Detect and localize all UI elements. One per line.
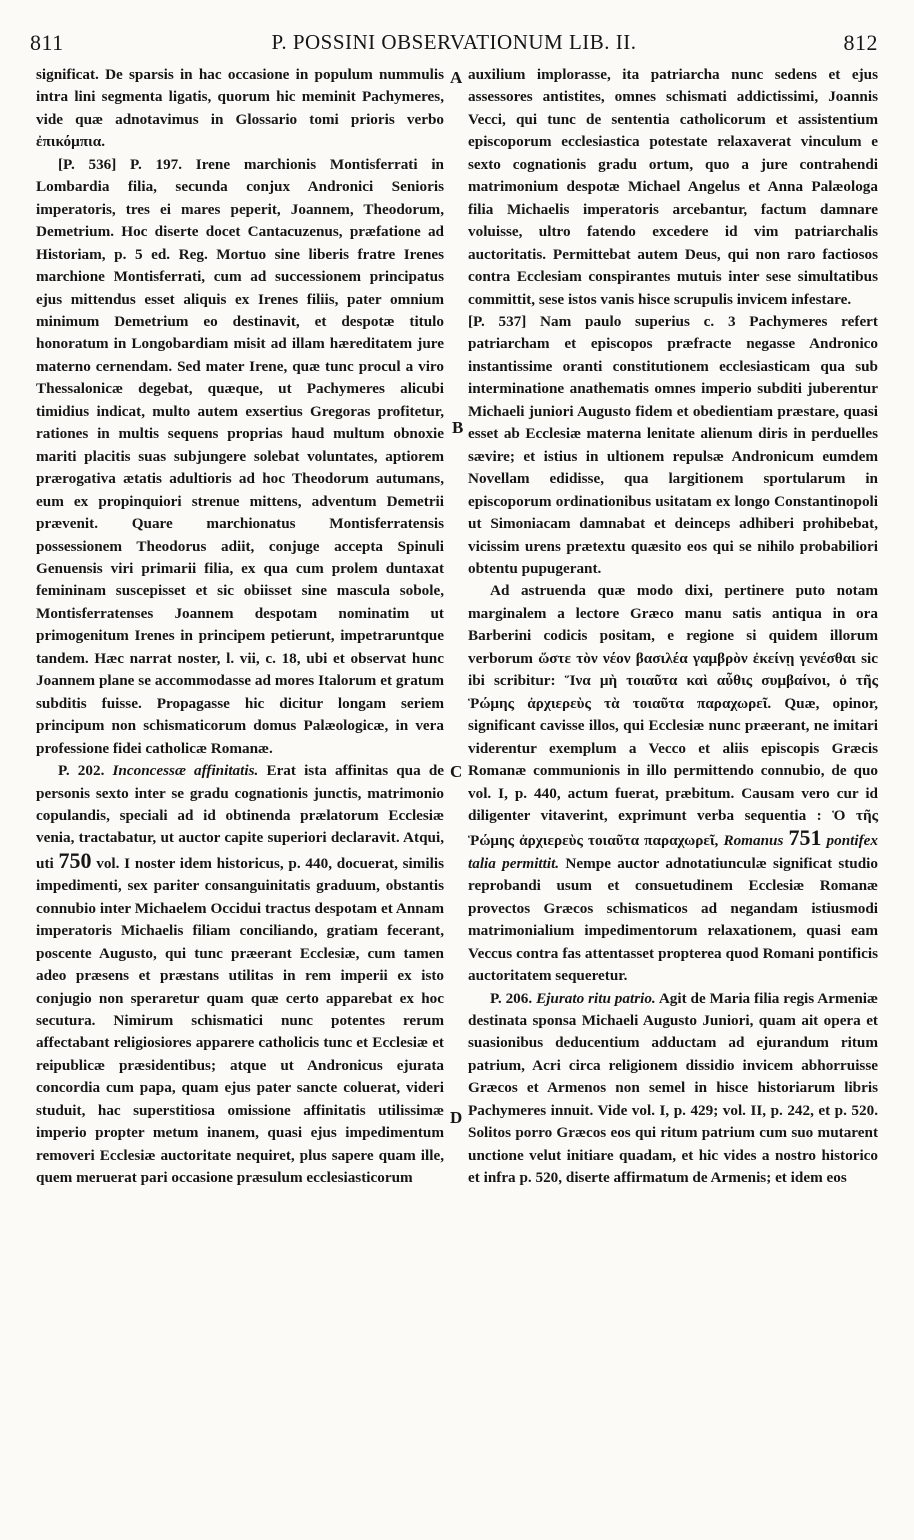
running-title: P. POSSINI OBSERVATIONUM LIB. II.: [271, 30, 637, 54]
margin-letter-b: B: [452, 418, 464, 437]
left-paragraph-3: [36, 760, 444, 1190]
note-text: Agit de Maria filia regis Armeniæ destinata sponsa Michaeli Augusto Juniori, quam ait opera et suasionibus deducentium adductam ad ejurandum ritum patrium, Acri circa religionem dissidio invicem abhorruisse Græcos et Armenos non semel in hisce historiarum libris Pachymeres innuit. Vide vol. I, p. 429; vol. II, p. 242, et p. 520. Solitos porro Græcos eos qui ritum patrium cum suo mutarent unctione velut initiare quadam, et hic vides a nostro historico et infra p. 520, diserte affirmatum de Armenis; et idem eos: [468, 989, 878, 1187]
right-column: [468, 64, 878, 1190]
note-label: P. 206.: [490, 989, 533, 1007]
note-title: Ejurato ritu patrio.: [536, 989, 656, 1007]
right-paragraph-3: [468, 580, 878, 987]
left-column: [36, 64, 444, 1190]
translation-label: Romanus: [723, 832, 784, 850]
left-paragraph-2: [P. 536] P. 197. Irene marchionis Montisferrati in Lombardia filia, secunda conjux Andronici Senioris imperatoris, tres ei mares peperit, Joannem, Theodorum, Demetrium. Hoc diserte docet Cantacuzenus, præfatione ad Historiam, p. 5 ed. Reg. Mortuo sine liberis fratre Irenes marchione Montisferrati, cum ad successionem principatus ejus mittendus esset aliquis ex Irenes filiis, pater omnium minimum Demetrium eo destinavit, et despotæ titulo honoratum in Longobardiam misit ad illam hæreditatem jure materno cernendam. Sed mater Irene, quæ tunc procul a viro Thessalonicæ degebat, quæque, ut Pachymeres alicubi timidius indicat, multo autem exsertius Gregoras profitetur, rationes in multis sequens proprias haud multum obnoxie mariti placitis suas subjungere solebat voluntates, aptiorem prærogativa ætatis adultioris ad hoc Theodorum autumans, eum ex propinquiori strenue mittens, adventum Demetrii prævenit. Quare marchionatus Montisferratensis possessionem Theodorus adiit, conjuge accepta Spinuli Genuensis viri primarii filia, ex qua cum prolem duntaxat femininam suscepisset et sic obiisset sine mascula sobole, Montisferratenses Joannem despotam nominatim ut primogenitum Irenes in principem petierunt, impetraruntque tandem. Hæc narrat noster, l. vii, c. 18, ubi et observat hunc Joannem plane se accommodasse ad mores Italorum et gratum subditis fuisse. Propagasse hic dicitur longam seriem principum non schismaticorum domus Palæologicæ, in vera professione fidei catholicæ Romanæ.: [36, 155, 444, 757]
left-paragraph-1: significat. De sparsis in hac occasione in populum nummulis intra lini segmenta ligatis, quorum hic meminit Pachymeres, vide quæ adnotavimus in Glossario tomi prioris verbo ἐπικόμπια.: [36, 66, 444, 151]
page-number-left: 811: [30, 30, 64, 55]
note-text-continued: vol. I noster idem historicus, p. 440, docuerat, similis impedimenti, sex pariter consanguinitatis graduum, obstantis connubio inter Michaelem Occidui tractus despotam et Annam imperatoris Michaelis filiam conciliando, gratiam fecerant, poscente Augusto, qui tunc præerant Ecclesiæ, cum tamen adeo præsens et præstans utilitas in rem imperii ex isto conjugio non speraretur quam quæ certo apparebat ex hoc secutura. Nimirum schismatici nunc potentes rerum affectabant religiosiores apparere catholicis tunc et Ecclesiæ et reipublicæ præsidentibus; atque ut Andronicus ejurata concordia cum papa, quam ejus pater sancte coluerat, videri studuit, hac superstitiosa omissione affinitatis utilissimæ imperio propter metum inanem, quasi ejus impedimentum removeri Ecclesiæ auctoritate nequiret, plus sapere quam ille, quem meruerat pari occasione præsulum ecclesiasticorum: [36, 854, 444, 1187]
right-paragraph-2: [P. 537] Nam paulo superius c. 3 Pachymeres refert patriarcham et episcopos præfracte negasse Andronico instantissime oranti constitutionem ecclesiasticam qua sub interminatione anathematis omnes imperio subditi juberentur Michaeli juniori Augusto fidem et obedientiam præstare, quasi esset ab Ecclesiæ materna lenitate alienum diris in perduelles sævire; et istius in ultionem repulsæ Andronicum eumdem Novellam edidisse, qua largitionem sportularum in episcoporum ordinationibus usitatam ex longo Constantinopoli ut Simoniacam damnabat et deinceps adhiberi prohibebat, vicissim urens prætextu quæsito eos qui se nihilo probabiliori obtentu pupugerant.: [468, 312, 878, 577]
edition-page-number: 751: [788, 825, 822, 851]
translation-text: pontifex talia permittit.: [468, 832, 878, 872]
edition-page-number: 750: [58, 847, 92, 873]
note-title: Inconcessæ affinitatis.: [112, 762, 259, 780]
note-label: P. 202.: [58, 762, 105, 780]
right-paragraph-4: [468, 988, 878, 1190]
note-text-continued: Nempe auctor adnotatiunculæ significat studio reprobandi usum et consuetudinem Ecclesiæ Romanæ provectos Græcos schismaticos ad negandam istiusmodi matrimonialium impedimentorum relaxationem, quasi eam Veccus contra fas attentasset propterea quod Romani pontificis auctoritatem sequeretur.: [468, 854, 878, 985]
margin-letter-a: A: [450, 68, 463, 87]
margin-letter-d: D: [450, 1108, 463, 1127]
note-text: Erat ista affinitas qua de personis sexto inter se gradu cognationis junctis, matrimonio copulandis, speciali ad id obtinenda prælatorum Ecclesiæ venia, tractabatur, ut auctor capite superiori declaravit. Atqui, uti: [36, 762, 445, 872]
note-text: Ad astruenda quæ modo dixi, pertinere puto notam marginalem a lectore Græco manu satis antiqua in ora Barberini codicis positam, e regione si quidem illorum verborum ὥστε τὸν νέον βασιλέα γαμβρὸν ἐκείνῃ γενέσθαι sic ibi scribitur: Ἵνα μὴ τοιαῦτα καὶ αὖθις συμβαίνοι, ὁ τῆς Ῥώμης ἀρχιερεὺς τὰ τοιαῦτα παραχωρεῖ. Quæ, opinor, significant cavisse illos, qui Ecclesiæ nunc præerant, ne imitari viderentur exemplum a Vecco et aliis episcopis Græcis Romanæ communionis in illo permittendo connubio, de quo vol. I, p. 440, actum fuerat, præbitum. Causam vero cur id diligenter vitaverint, exprimunt verba sequentia : Ὁ τῆς Ῥώμης ἀρχιερεὺς τοιαῦτα παραχωρεῖ,: [468, 582, 878, 850]
page-number-right: 812: [843, 30, 878, 55]
right-paragraph-1: auxilium implorasse, ita patriarcha nunc sedens et ejus assessores antistites, omnes schismati addictissimi, Joannis Vecci, qui tunc de sententia catholicorum et assistentium episcoporum ecclesiastica potestate relaxaverat vinculum e sexto cognationis gradu ortum, quo a jure contrahendi matrimonium despotæ Michael Angelus et Anna Palæologa filia Michaelis imperatoris arcebantur, factum damnare voluisse, ultro fatendo excedere id vim patriarchalis auctoritatis. Permittebat autem Deus, qui non raro factiosos contra Ecclesiam conspirantes mutuis inter sese simultatibus committit, sese istos vanis hisce scrupulis invicem infestare.: [468, 66, 878, 308]
page-header: [30, 30, 878, 60]
margin-letter-c: C: [450, 762, 463, 781]
